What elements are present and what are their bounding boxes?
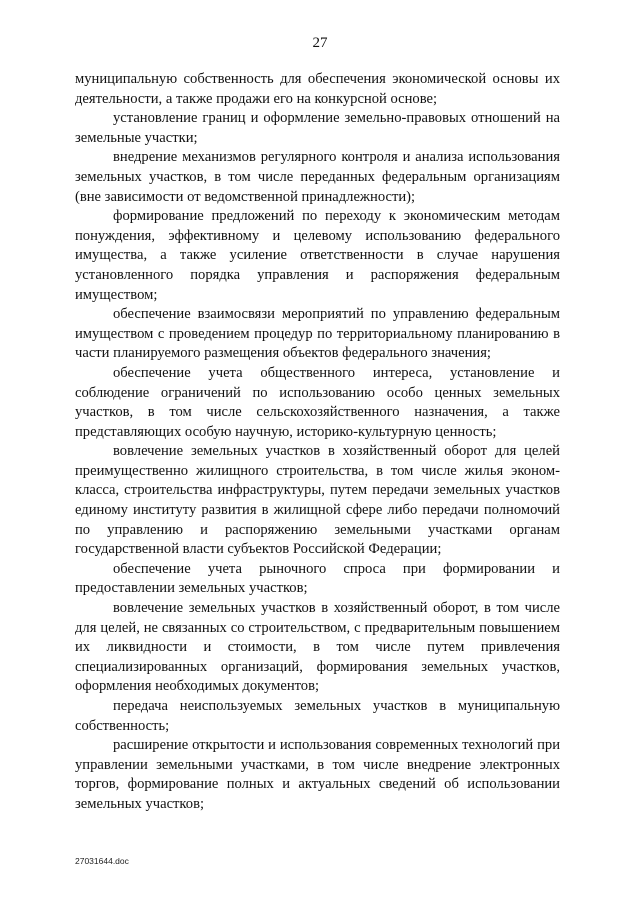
- paragraph: обеспечение учета рыночного спроса при формировании и предоставлении земельных участков;: [75, 560, 560, 597]
- paragraph: передача неиспользуемых земельных участков в муниципальную собственность;: [75, 698, 560, 734]
- document-body: [75, 70, 560, 815]
- paragraph: обеспечение учета общественного интереса, установление и соблюдение ограничений по использованию особо ценных земельных участков, в том числе сельскохозяйственного назначения, а также представляющих особую научную, историко-культурную ценность;: [75, 364, 560, 440]
- paragraph: формирование предложений по переходу к экономическим методам понуждения, эффективному и целевому использованию федерального имущества, а также усиление ответственности в случае нарушения установленного порядка управления и распоряжения федеральным имуществом;: [75, 208, 560, 303]
- paragraph: расширение открытости и использования современных технологий при управлении земельными участками, в том числе внедрение электронных торгов, формирование полных и актуальных сведений об использовании земельных участков;: [75, 737, 560, 812]
- page-number: 27: [312, 35, 328, 51]
- paragraph: внедрение механизмов регулярного контроля и анализа использования земельных участков, в том числе переданных федеральным организациям (вне зависимости от ведомственной принадлежности);: [75, 149, 560, 205]
- paragraph: обеспечение взаимосвязи мероприятий по управлению федеральным имуществом с проведением процедур по территориальному планированию в части планируемого размещения объектов федерального значения;: [75, 306, 560, 362]
- paragraph: вовлечение земельных участков в хозяйственный оборот для целей преимущественно жилищного строительства, в том числе жилья эконом-класса, строительства инфраструктуры, путем передачи земельных участков единому институту развития в жилищной сфере либо передачи полномочий по управлению и распоряжению земельными участками органам государственной власти субъектов Российской Федерации;: [75, 443, 560, 558]
- paragraph: вовлечение земельных участков в хозяйственный оборот, в том числе для целей, не связанных со строительством, с предварительным повышением их ликвидности и стоимости, в том числе путем привлечения специализированных организаций, формирования земельных участков, оформления необходимых документов;: [75, 600, 560, 695]
- paragraph: муниципальную собственность для обеспечения экономической основы их деятельности, а также продажи его на конкурсной основе;: [75, 71, 560, 107]
- document-file-code: 27031644.doc: [75, 856, 129, 866]
- paragraph: установление границ и оформление земельно-правовых отношений на земельные участки;: [75, 110, 560, 146]
